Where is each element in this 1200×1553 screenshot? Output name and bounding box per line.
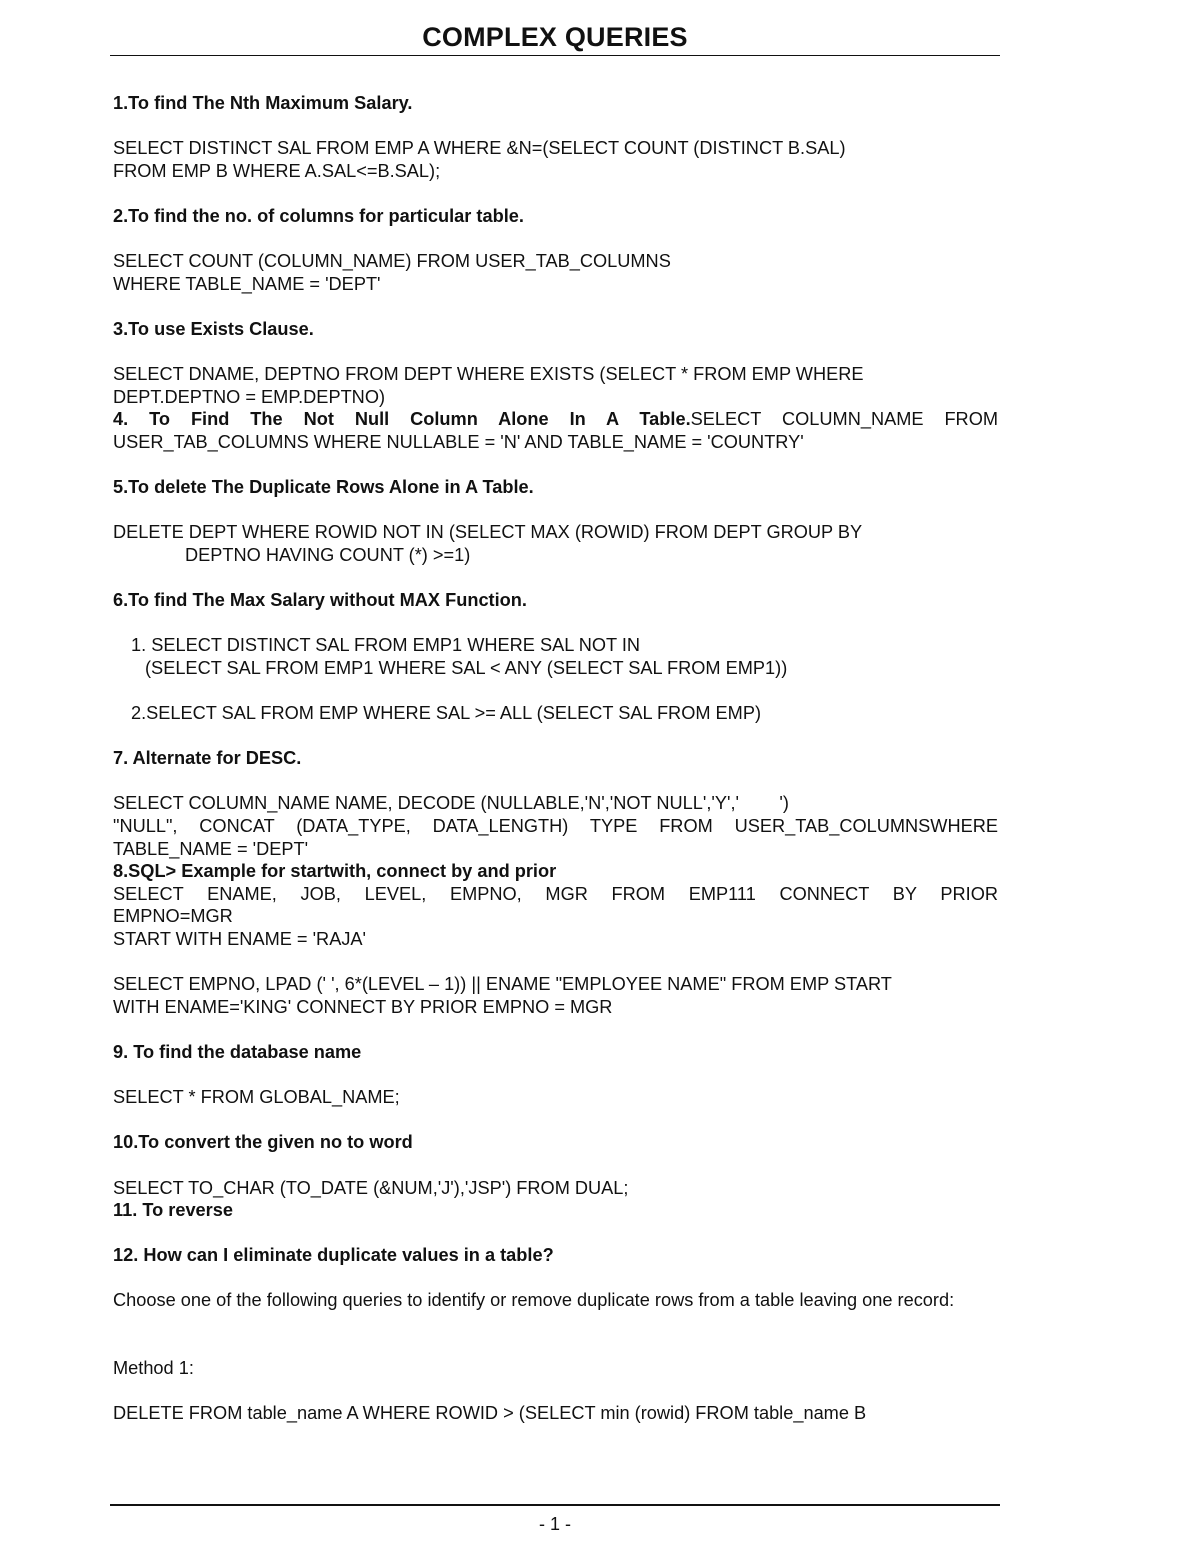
section-heading: 6.To find The Max Salary without MAX Function. [113,590,527,611]
code-line: WHERE TABLE_NAME = 'DEPT' [113,273,381,294]
code-line: FROM EMP B WHERE A.SAL<=B.SAL); [113,160,441,181]
code-line: DEPT.DEPTNO = EMP.DEPTNO) [113,386,386,407]
code-line: SELECT COUNT (COLUMN_NAME) FROM USER_TAB_COLUMNS [113,251,671,272]
code-line: SELECT * FROM GLOBAL_NAME; [113,1087,400,1108]
code-line: EMPNO=MGR [113,906,233,927]
code-line: SELECT COLUMN_NAME NAME, DECODE (NULLABLE,'N','NOT NULL','Y',' ') [113,793,789,814]
body-text: Choose one of the following queries to identify or remove duplicate rows from a table leaving one record: [113,1290,955,1311]
section-heading: 9. To find the database name [113,1041,362,1062]
code-line: WITH ENAME='KING' CONNECT BY PRIOR EMPNO = MGR [113,996,613,1017]
section-4-paragraph [113,408,998,431]
section-heading: 10.To convert the given no to word [113,1132,413,1153]
code-line: DELETE DEPT WHERE ROWID NOT IN (SELECT MAX (ROWID) FROM DEPT GROUP BY [113,522,863,543]
section-heading: 1.To find The Nth Maximum Salary. [113,93,413,113]
page-number: - 1 - [538,1514,571,1534]
section-heading: 4. To Find The Not Null Column Alone In A Table. [113,409,691,430]
code-line: START WITH ENAME = 'RAJA' [113,928,367,949]
section-heading: 11. To reverse [113,1200,233,1221]
section-heading: 5.To delete The Duplicate Rows Alone in A Table. [113,477,534,498]
section-heading: 2.To find the no. of columns for particular table. [113,205,524,226]
page-title: COMPLEX QUERIES [422,22,688,52]
section-heading: 8.SQL> Example for startwith, connect by and prior [113,861,557,882]
code-line: "NULL", CONCAT (DATA_TYPE, DATA_LENGTH) TYPE FROM USER_TAB_COLUMNSWHERE [113,816,998,836]
code-line: SELECT DISTINCT SAL FROM EMP A WHERE &N=(SELECT COUNT (DISTINCT B.SAL) [113,138,846,159]
code-line: SELECT TO_CHAR (TO_DATE (&NUM,'J'),'JSP') FROM DUAL; [113,1177,629,1198]
section-heading: 7. Alternate for DESC. [113,748,302,769]
code-line: SELECT ENAME, JOB, LEVEL, EMPNO, MGR FROM EMP111 CONNECT BY PRIOR [113,883,998,904]
code-line: TABLE_NAME = 'DEPT' [113,838,309,859]
code-line: (SELECT SAL FROM EMP1 WHERE SAL < ANY (SELECT SAL FROM EMP1)) [145,657,788,678]
code-line: SELECT EMPNO, LPAD (' ', 6*(LEVEL – 1)) || ENAME "EMPLOYEE NAME" FROM EMP START [113,974,892,995]
section-heading: 3.To use Exists Clause. [113,318,314,339]
header-rule [110,55,1000,56]
document-body [113,92,998,1425]
code-line: SELECT COLUMN_NAME FROM [690,409,998,430]
code-line: DEPTNO HAVING COUNT (*) >=1) [185,544,471,565]
footer-rule [110,1504,1000,1506]
code-line: SELECT DNAME, DEPTNO FROM DEPT WHERE EXISTS (SELECT * FROM EMP WHERE [113,364,864,385]
code-line: 2.SELECT SAL FROM EMP WHERE SAL >= ALL (SELECT SAL FROM EMP) [131,703,762,724]
code-line: 1. SELECT DISTINCT SAL FROM EMP1 WHERE SAL NOT IN [131,635,641,656]
code-line: USER_TAB_COLUMNS WHERE NULLABLE = 'N' AND TABLE_NAME = 'COUNTRY' [113,431,804,452]
code-line: DELETE FROM table_name A WHERE ROWID > (SELECT min (rowid) FROM table_name B [113,1403,867,1424]
body-text: Method 1: [113,1358,194,1379]
section-heading: 12. How can I eliminate duplicate values in a table? [113,1245,554,1266]
